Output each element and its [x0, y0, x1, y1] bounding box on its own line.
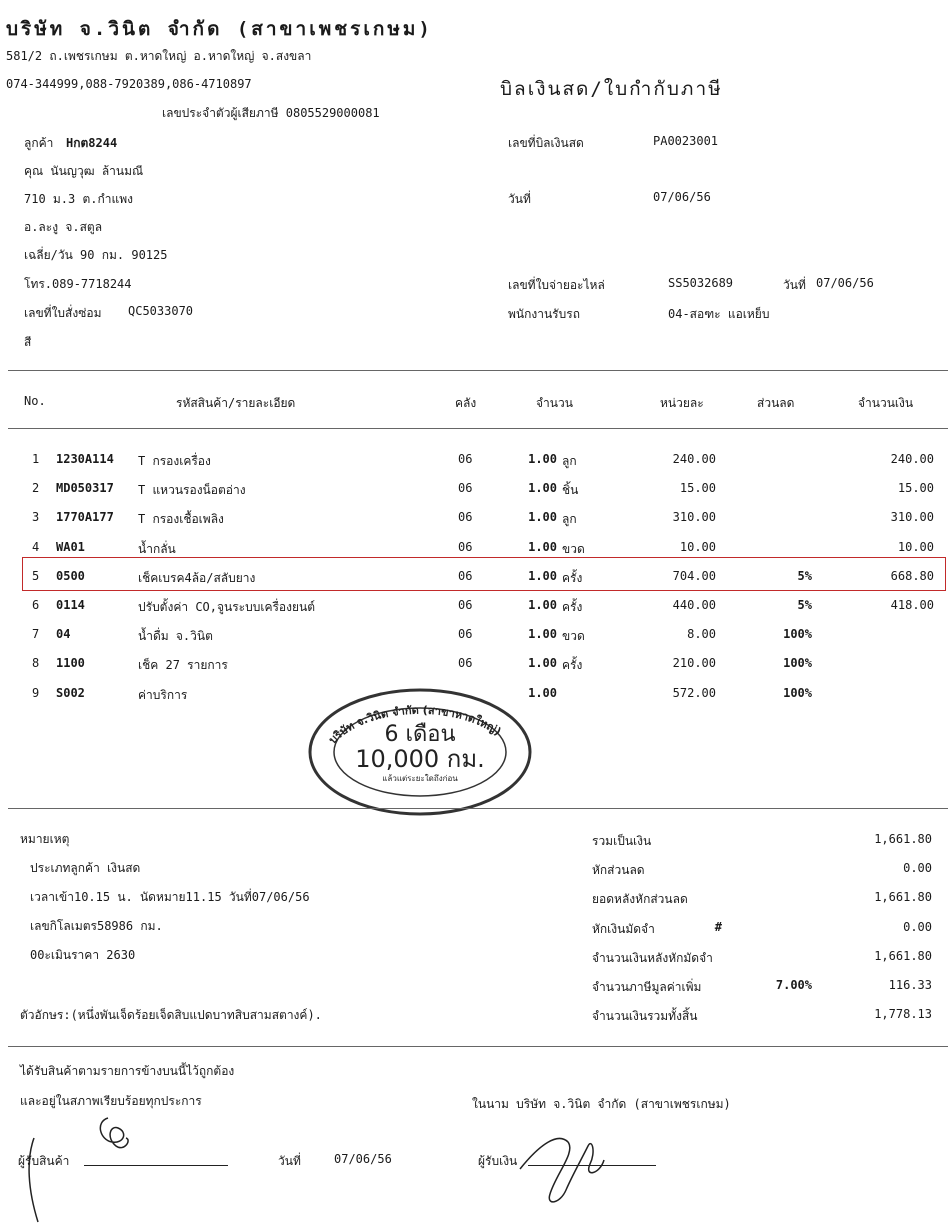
col-header-qty: จำนวน: [536, 396, 573, 410]
total-label: หักเงินมัดจำ: [592, 922, 655, 936]
total-extra: #: [714, 920, 722, 934]
row-code: 1770A177: [56, 510, 114, 524]
row-qty: 1.00: [528, 510, 557, 524]
customer-phone: โทร.089-7718244: [24, 277, 132, 291]
repair-order-number: QC5033070: [128, 304, 194, 318]
row-code: S002: [56, 686, 85, 700]
estimate: 00ะเมินราคา 2630: [30, 948, 136, 962]
col-header-amount: จำนวนเงิน: [858, 396, 914, 410]
total-value: 116.33: [888, 978, 932, 992]
row-description: เช็ค 27 รายการ: [138, 658, 228, 672]
customer-code: Hกต8244: [66, 136, 118, 150]
tax-id: เลขประจำตัวผู้เสียภาษี 0805529000081: [162, 106, 380, 120]
row-qty: 1.00: [528, 540, 557, 554]
row-code: MD050317: [56, 481, 114, 495]
row-qty: 1.00: [528, 481, 557, 495]
total-label: ยอดหลังหักส่วนลด: [592, 892, 688, 906]
row-store: 06: [458, 656, 473, 670]
row-amount: 240.00: [890, 452, 934, 466]
footer-top-rule: [8, 1046, 948, 1047]
row-unit: ครั้ง: [562, 571, 583, 585]
row-no: 9: [32, 686, 40, 700]
row-qty: 1.00: [528, 686, 557, 700]
row-qty: 1.00: [528, 452, 557, 466]
row-unit-price: 240.00: [672, 452, 716, 466]
row-unit: ครั้ง: [562, 658, 583, 672]
document-title: บิลเงินสด/ใบกำกับภาษี: [500, 78, 723, 100]
row-no: 8: [32, 656, 40, 670]
repair-order-label: เลขที่ใบสั่งซ่อม: [24, 306, 102, 320]
receiver-signature: [20, 1110, 140, 1225]
row-unit: ชิ้น: [562, 483, 579, 497]
row-no: 5: [32, 569, 40, 583]
stamp-condition: แล้วแต่ระยะใดถึงก่อน: [382, 774, 458, 783]
customer-name: คุณ นันญวุฒ ล้านมณี: [24, 164, 144, 178]
row-code: 04: [56, 627, 71, 641]
row-unit-price: 210.00: [672, 656, 716, 670]
row-qty: 1.00: [528, 627, 557, 641]
row-store: 06: [458, 481, 473, 495]
on-behalf-of: ในนาม บริษัท จ.วินิต จำกัด (สาขาเพชรเกษม): [472, 1097, 731, 1111]
row-code: 1100: [56, 656, 85, 670]
amount-in-words: ตัวอักษร:(หนึ่งพันเจ็ดร้อยเจ็ดสิบแปดบาทสิบสามสตางค์).: [20, 1008, 322, 1022]
customer-label: ลูกค้า: [24, 136, 54, 150]
parts-date-label: วันที่: [783, 278, 806, 292]
row-no: 1: [32, 452, 40, 466]
receiver-label: ผู้รับสินค้า: [18, 1154, 70, 1168]
row-unit-price: 8.00: [687, 627, 716, 641]
row-unit-price: 310.00: [672, 510, 716, 524]
row-description: T กรองเครื่อง: [138, 454, 211, 468]
row-discount: 100%: [783, 686, 812, 700]
total-value: 1,778.13: [874, 1007, 932, 1021]
row-unit-price: 10.00: [679, 540, 716, 554]
table-top-rule: [8, 370, 948, 371]
receive-date: 07/06/56: [334, 1152, 392, 1166]
row-amount: 10.00: [897, 540, 934, 554]
total-label: จำนวนเงินรวมทั้งสิ้น: [592, 1009, 698, 1023]
customer-address-3: เฉลี่ย/วัน 90 กม. 90125: [24, 248, 168, 262]
row-store: 06: [458, 569, 473, 583]
col-header-no: No.: [24, 394, 46, 408]
parts-date: 07/06/56: [816, 276, 874, 290]
stamp-graphic: [305, 685, 535, 820]
col-header-store: คลัง: [455, 396, 477, 410]
stamp-ring-path-text: บริษัท จ.วินิต จำกัด (สาขาหาดใหญ่): [326, 703, 504, 747]
row-qty: 1.00: [528, 598, 557, 612]
row-discount: 100%: [783, 627, 812, 641]
col-header-discount: ส่วนลด: [757, 396, 795, 410]
total-value: 1,661.80: [874, 949, 932, 963]
row-no: 6: [32, 598, 40, 612]
stamp-months: 6 เดือน: [384, 722, 456, 747]
row-discount: 100%: [783, 656, 812, 670]
row-qty: 1.00: [528, 656, 557, 670]
row-store: 06: [458, 598, 473, 612]
row-description: T กรองเชื้อเพลิง: [138, 512, 224, 526]
row-amount: 310.00: [890, 510, 934, 524]
row-code: 0114: [56, 598, 85, 612]
total-label: จำนวนเงินหลังหักมัดจำ: [592, 951, 713, 965]
row-unit: ลูก: [562, 512, 577, 526]
bill-number-label: เลขที่บิลเงินสด: [508, 136, 584, 150]
row-store: 06: [458, 510, 473, 524]
company-address: 581/2 ถ.เพชรเกษม ต.หาดใหญ่ อ.หาดใหญ่ จ.สงขลา: [6, 49, 312, 63]
row-no: 7: [32, 627, 40, 641]
row-store: 06: [458, 540, 473, 554]
receive-date-label: วันที่: [278, 1154, 301, 1168]
service-time: เวลาเข้า10.15 น. นัดหมาย11.15 วันที่07/06/56: [30, 890, 310, 904]
row-code: 1230A114: [56, 452, 114, 466]
row-store: 06: [458, 627, 473, 641]
bill-number: PA0023001: [653, 134, 719, 148]
notes-top-rule: [8, 808, 948, 809]
color-label: สี: [24, 335, 32, 349]
row-discount: 5%: [797, 598, 812, 612]
notes-label: หมายเหตุ: [20, 832, 70, 846]
row-description: เช็คเบรค4ล้อ/สลับยาง: [138, 571, 256, 585]
total-value: 0.00: [903, 920, 932, 934]
customer-address-1: 710 ม.3 ต.กำแพง: [24, 192, 134, 206]
row-unit-price: 704.00: [672, 569, 716, 583]
bill-date: 07/06/56: [653, 190, 711, 204]
row-no: 2: [32, 481, 40, 495]
received-line-1: ได้รับสินค้าตามรายการข้างบนนี้ไว้ถูกต้อง: [20, 1064, 235, 1078]
warranty-stamp: [305, 685, 535, 820]
total-label: หักส่วนลด: [592, 863, 645, 877]
parts-number: SS5032689: [668, 276, 734, 290]
company-name: บริษัท จ.วินิต จำกัด (สาขาเพชรเกษม): [6, 18, 433, 40]
row-description: น้ำกลั่น: [138, 542, 176, 556]
row-code: 0500: [56, 569, 85, 583]
customer-type: ประเภทลูกค้า เงินสด: [30, 861, 141, 875]
total-value: 1,661.80: [874, 832, 932, 846]
row-description: น้ำดื่ม จ.วินิต: [138, 629, 213, 643]
total-value: 0.00: [903, 861, 932, 875]
cashier-label: ผู้รับเงิน: [478, 1154, 518, 1168]
row-description: ค่าบริการ: [138, 688, 188, 702]
row-amount: 668.80: [890, 569, 934, 583]
row-qty: 1.00: [528, 569, 557, 583]
cashier-signature: [510, 1124, 620, 1209]
table-header-rule: [8, 428, 948, 429]
total-value: 1,661.80: [874, 890, 932, 904]
row-amount: 15.00: [897, 481, 934, 495]
stamp-distance: 10,000 กม.: [355, 745, 485, 773]
row-store: 06: [458, 452, 473, 466]
highlighted-row-box: [22, 557, 946, 591]
mileage: เลขกิโลเมตร58986 กม.: [30, 919, 163, 933]
total-label: รวมเป็นเงิน: [592, 834, 652, 848]
row-unit: ขวด: [562, 542, 585, 556]
row-unit-price: 440.00: [672, 598, 716, 612]
row-no: 3: [32, 510, 40, 524]
row-unit: ครั้ง: [562, 600, 583, 614]
row-discount: 5%: [797, 569, 812, 583]
row-description: T แหวนรองน็อตอ่าง: [138, 483, 246, 497]
staff-name: 04-สอฑะ แอเหย็บ: [668, 307, 770, 321]
total-label: จำนวนภาษีมูลค่าเพิ่ม: [592, 980, 702, 994]
row-unit-price: 572.00: [672, 686, 716, 700]
total-extra: 7.00%: [775, 978, 812, 992]
received-line-2: และอยู่ในสภาพเรียบร้อยทุกประการ: [20, 1094, 202, 1108]
parts-number-label: เลขที่ใบจ่ายอะไหล่: [508, 278, 605, 292]
col-header-unit-price: หน่วยละ: [660, 396, 704, 410]
row-unit: ลูก: [562, 454, 577, 468]
customer-address-2: อ.ละงู จ.สตูล: [24, 220, 103, 234]
row-description: ปรับตั้งค่า CO,จูนระบบเครื่องยนต์: [138, 600, 316, 614]
bill-date-label: วันที่: [508, 192, 531, 206]
row-amount: 418.00: [890, 598, 934, 612]
staff-label: พนักงานรับรถ: [508, 307, 580, 321]
row-code: WA01: [56, 540, 85, 554]
company-phones: 074-344999,088-7920389,086-4710897: [6, 77, 252, 91]
col-header-description: รหัสสินค้า/รายละเอียด: [176, 396, 296, 410]
row-no: 4: [32, 540, 40, 554]
row-unit-price: 15.00: [679, 481, 716, 495]
row-unit: ขวด: [562, 629, 585, 643]
